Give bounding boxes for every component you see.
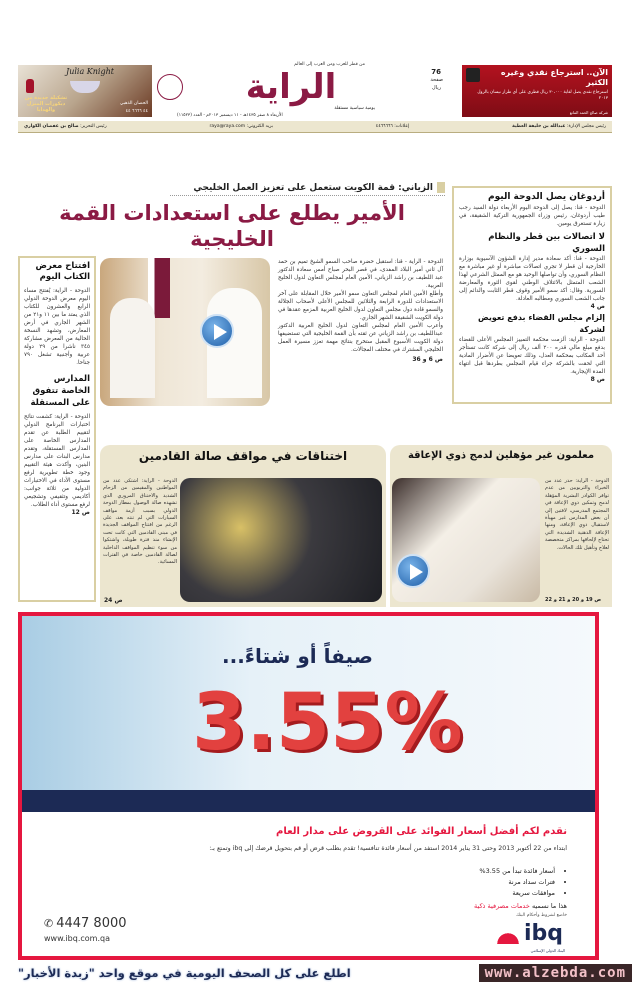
editor-name: صالح بن عفصان الكواري (24, 124, 79, 129)
right-column (452, 186, 612, 404)
play-video-icon[interactable] (200, 314, 234, 348)
left-story-2-title[interactable]: المدارس الخاصة تتفوق على المستقلة (30, 374, 90, 408)
right-story-1-body: الدوحة - قنا: يصل إلى الدوحة اليوم الأربعاء دولة السيد رجب طيب أردوغان، رئيس وزراء الجمهورية التركية الشقيقة، في زيارة تستغرق يومين. (459, 205, 605, 227)
kicker-marker (437, 182, 445, 193)
right-story-2-body: الدوحة - قنا: أكد سعادة مدير إدارة الشؤون الآسيوية بوزارة الخارجية أن قطر لا تجري اتصالات مباشرة أو غير مباشرة مع النظام السوري، وأن تواصلها الوحيد هو مع الممثل الشرعي لهذا الشعب المتمثل بالائتلاف الوطني لقوى الثورة والمعارضة السورية. وقال: أكد سمو الأمير وقوف قطر الثابت والدائم إلى جانب الشعب السوري ومطالبه العادلة. (459, 256, 605, 302)
ad-ibq-terms: خاضع لشروط وأحكام البنك (516, 913, 567, 918)
ad-ibq-bullet: • أسعار فائدة تبدأ من 3.55% (479, 866, 555, 877)
play-video-icon[interactable] (396, 554, 430, 588)
right-story-3-body: الدوحة - الراية: ألزمت محكمة التمييز المجلس الأعلى للقضاء بدفع مبلغ مالي قدره ٢٠٠ ألف ريال إلى شركة كانت تستأجر أحد المكاتب بمحكمة العدل، وذلك تعويضا عن الأضرار المادية التي لحقت بالشركة جراء قيام المجلس بطردها قبل انتهاء المدة الإيجارية. (459, 337, 605, 375)
teachers-body: الدوحة - الراية: حذر عدد من الخبراء والتربويين من عدم توافر الكوادر البشرية المؤهلة لدمج وتمكين ذوي الإعاقة في المجتمع المدرسي، لافتين إلى أن بعض المدارس غير مهيأة لاستقبال ذوي الإعاقة، ومنها الإعاقة الذهنية الشديدة التي تحتاج لإلحاقها بمراكز متخصصة لعلاج وتأهيل تلك الحالات. (545, 478, 609, 551)
ibq-flower-logo-icon (497, 928, 519, 944)
masthead-slogan: من قطر للعرب ومن العرب إلى العالم (294, 62, 365, 67)
ad-ibq-logo: ibq (523, 921, 563, 946)
ad-ibq-closing (474, 902, 567, 910)
page-count: 76 (431, 68, 441, 76)
ad-ibq-logo-sub: البنك الدولي الإسلامي (530, 948, 565, 953)
masthead-subtitle: يومية سياسية مستقلة (334, 106, 375, 111)
ad-right-body: استرجاع نقدي يصل لغاية ٣٠،٠٠٠ ريال قطري على أي طراز نيسان بالرول ٢٠١٣ (477, 90, 608, 101)
ad-ibq[interactable] (18, 612, 599, 960)
email[interactable]: بريد الكتروني: raya@raya.com (209, 124, 274, 129)
ad-right[interactable] (462, 65, 612, 117)
chairman (512, 124, 606, 129)
traffic-photo[interactable] (180, 478, 382, 602)
ad-ibq-navy-band (22, 790, 595, 812)
main-story-p2: وأطلع الأمين العام لمجلس التعاون سمو الأمير خلال المقابلة على آخر الاستعدادات للدورة الرابعة والثلاثين للمجلس الأعلى لأصحاب الجلالة والسمو قادة دول مجلس التعاون لدول الخليج العربية المزمع عقدها في دولة الكويت الشقيقة الشهر الجاري. (278, 291, 443, 321)
main-story-p1: الدوحة - الراية - قنا: استقبل حضرة صاحب السمو الشيخ تميم بن حمد آل ثاني أمير البلاد المفدى، في قصر البحر صباح أمس سعادة الدكتور عبد اللطيف بن راشد الزياني، الأمين العام لمجلس التعاون لدول الخليج العربية. (278, 259, 443, 289)
masthead-date: الأربعاء ٨ صفر ١٤٣٥هـ - ١١ ديسمبر ٢٠١٣م - العدد (١١٥٢٣) (177, 113, 283, 118)
ad-ibq-bullet: • فترات سداد مرنة (479, 877, 555, 888)
story-teachers-title[interactable]: معلمون غير مؤهلين لدمج ذوي الإعاقة (407, 450, 595, 461)
ad-left-store: الحصان الذهبي (120, 101, 148, 106)
editor (24, 124, 107, 129)
nissan-logo-icon (466, 68, 480, 82)
kicker (170, 180, 445, 196)
person-left-image (110, 298, 155, 398)
ad-left-phone: ٤٤ ٦٦٦٦ ٤٤ (125, 109, 148, 114)
vase-icon (26, 79, 34, 93)
ad-ibq-rate: 3.55% (192, 678, 463, 768)
traffic-ref: ص 24 (104, 597, 123, 604)
ad-ibq-url[interactable]: www.ibq.com.qa (44, 934, 110, 943)
right-story-3-title[interactable]: إلزام مجلس القضاء بدفع تعويض لشركة (477, 313, 605, 334)
ad-ibq-phone (44, 916, 127, 931)
left-story-1-body: الدوحة - الراية: يُفتتح مساء اليوم معرض الدوحة الدولي الرابع والعشرون للكتاب الذي يمتد ما بين ١١ و٢١ من الشهر الجاري في أرض المعارض، وتشهد النسخة الحالية من المعرض مشاركة ٣٤٥ ناشرا من ٢٩ دولة عربية وأجنبية تشغل ٧٩٠ جناحا. (24, 288, 90, 366)
main-story (278, 258, 443, 363)
ad-ibq-closing-prefix: هذا ما نسميه (531, 902, 567, 910)
teachers-text-column (545, 478, 609, 552)
price: ريال (432, 85, 441, 91)
watermark-text: اطلع على كل الصحف اليومية في موقع واحد "زبدة الأخبار" (18, 966, 351, 980)
left-story-1-title[interactable]: افتتاح معرض الكتاب اليوم (35, 261, 90, 282)
dhow-emblem-icon (157, 74, 183, 100)
ad-ibq-phone-number: 4447 8000 (56, 916, 127, 931)
ad-ibq-intro: ابتداء من 22 أكتوبر 2013 وحتى 31 يناير 2014 استفد من أسعار فائدة تنافسية! تقدم بطلب قرض أو قم بتحويل قرضك إلى ibq وتمتع بـ: (209, 845, 567, 852)
ad-left[interactable] (18, 65, 152, 117)
main-story-ref: ص 6 و 36 (412, 356, 443, 363)
ad-ibq-tagline: صيفاً أو شتاءً... (222, 644, 373, 668)
bowl-icon (70, 81, 100, 93)
info-bar (18, 121, 612, 133)
right-story-1-title[interactable]: أردوغان يصل الدوحة اليوم (488, 192, 605, 202)
traffic-body: الدوحة - الراية: اشتكى عدد من المواطنين والمقيمين من الزحام الشديد والاختناق المروري الذي تشهده صالة الوصول بمطار الدوحة الدولي بسبب أزمة مواقف السيارات التي لم تنته بعد، على الرغم من افتتاح المواقف الجديدة في مبنى القادمين التي كانت تحت الإنشاء منذ فترة طويلة، واشتكوا من سوء تنظيم المواقف الداخلية لصالة القادمين خاصة في الفترات المسائية. (103, 478, 177, 566)
page-count-label: صفحة (430, 77, 443, 83)
kicker-text[interactable]: الزياني: قمة الكويت ستعمل على تعزيز العمل الخليجي (193, 182, 433, 193)
right-story-2-ref: ص 4 (590, 303, 605, 310)
traffic-text-column (103, 478, 177, 567)
ad-left-caption: تشكيلة جديدة من ديكورات المنزل والهدايا (24, 95, 68, 113)
phone-icon: ✆ (44, 917, 54, 930)
ad-ibq-closing-highlight: خدمات مصرفية ذكية (474, 902, 530, 910)
ad-right-footer: شركة صالح الحمد المانع (569, 110, 608, 115)
editor-label: رئيس التحرير: (80, 124, 107, 129)
ad-ibq-bullet: • موافقات سريعة (479, 888, 555, 899)
left-column (18, 256, 96, 602)
masthead-logo: الراية (245, 67, 337, 107)
main-headline[interactable]: الأمير يطلع على استعدادات القمة الخليجية (59, 201, 405, 251)
main-photo[interactable] (100, 258, 270, 406)
ads-phone: إعلانات: ٤٤٦٦٦٦٦ (375, 124, 410, 129)
right-story-3-ref: ص 8 (590, 376, 605, 383)
teachers-photo[interactable] (392, 478, 540, 602)
story-traffic-title[interactable]: اختناقات في مواقف صالة القادمين (138, 449, 348, 463)
watermark-bar (18, 962, 632, 984)
chairman-name: عبدالله بن خليفة العطية (512, 124, 566, 129)
right-story-2-title[interactable]: لا اتصالات بين قطر والنظام السوري (488, 232, 605, 254)
ad-ibq-bullets (479, 866, 555, 899)
main-story-p3: وأعرب الأمين العام لمجلس التعاون لدول الخليج العربية الدكتور عبداللطيف بن راشد الزياني عن ثقته بأن القمة الخليجية التي تستضيفها دولة الكويت الأسبوع المقبل ستخرج بنتائج مهمة تعزز مسيرة العمل الخليجي المشترك في مختلف المجالات. (278, 323, 443, 353)
ad-right-headline: الآن.. استرجاع نقدي وغيره الكثير (500, 68, 608, 87)
ad-left-brand: Julia Knight (66, 67, 114, 76)
teachers-ref: ص 19 و 20 و 21 و 22 (545, 597, 602, 603)
ad-ibq-banner (22, 616, 595, 790)
left-story-2-body: الدوحة - الراية: كشفت نتائج اختبارات البرنامج الدولي لتقييم الطلبة عن تقدم المدارس الخاصة على المدارس المستقلة، وتقدم مدارس البنات على مدارس البنين، وأكدت هيئة التقييم وجود خطة تطويرية لرفع مستوى الأداء في الاختبارات الدولية من ثلاثة جوانب: أكاديمي وتثقيفي وتشجيعي لرفع مستوى أداء الطلاب. (24, 414, 90, 508)
ad-ibq-headline: نقدم لكم أفضل أسعار الفوائد على القروض على مدار العام (276, 826, 567, 837)
masthead (155, 62, 455, 120)
chairman-label: رئيس مجلس الإدارة: (566, 124, 606, 129)
left-story-2-ref: ص 12 (71, 509, 90, 516)
watermark-url[interactable]: www.alzebda.com (479, 964, 632, 982)
